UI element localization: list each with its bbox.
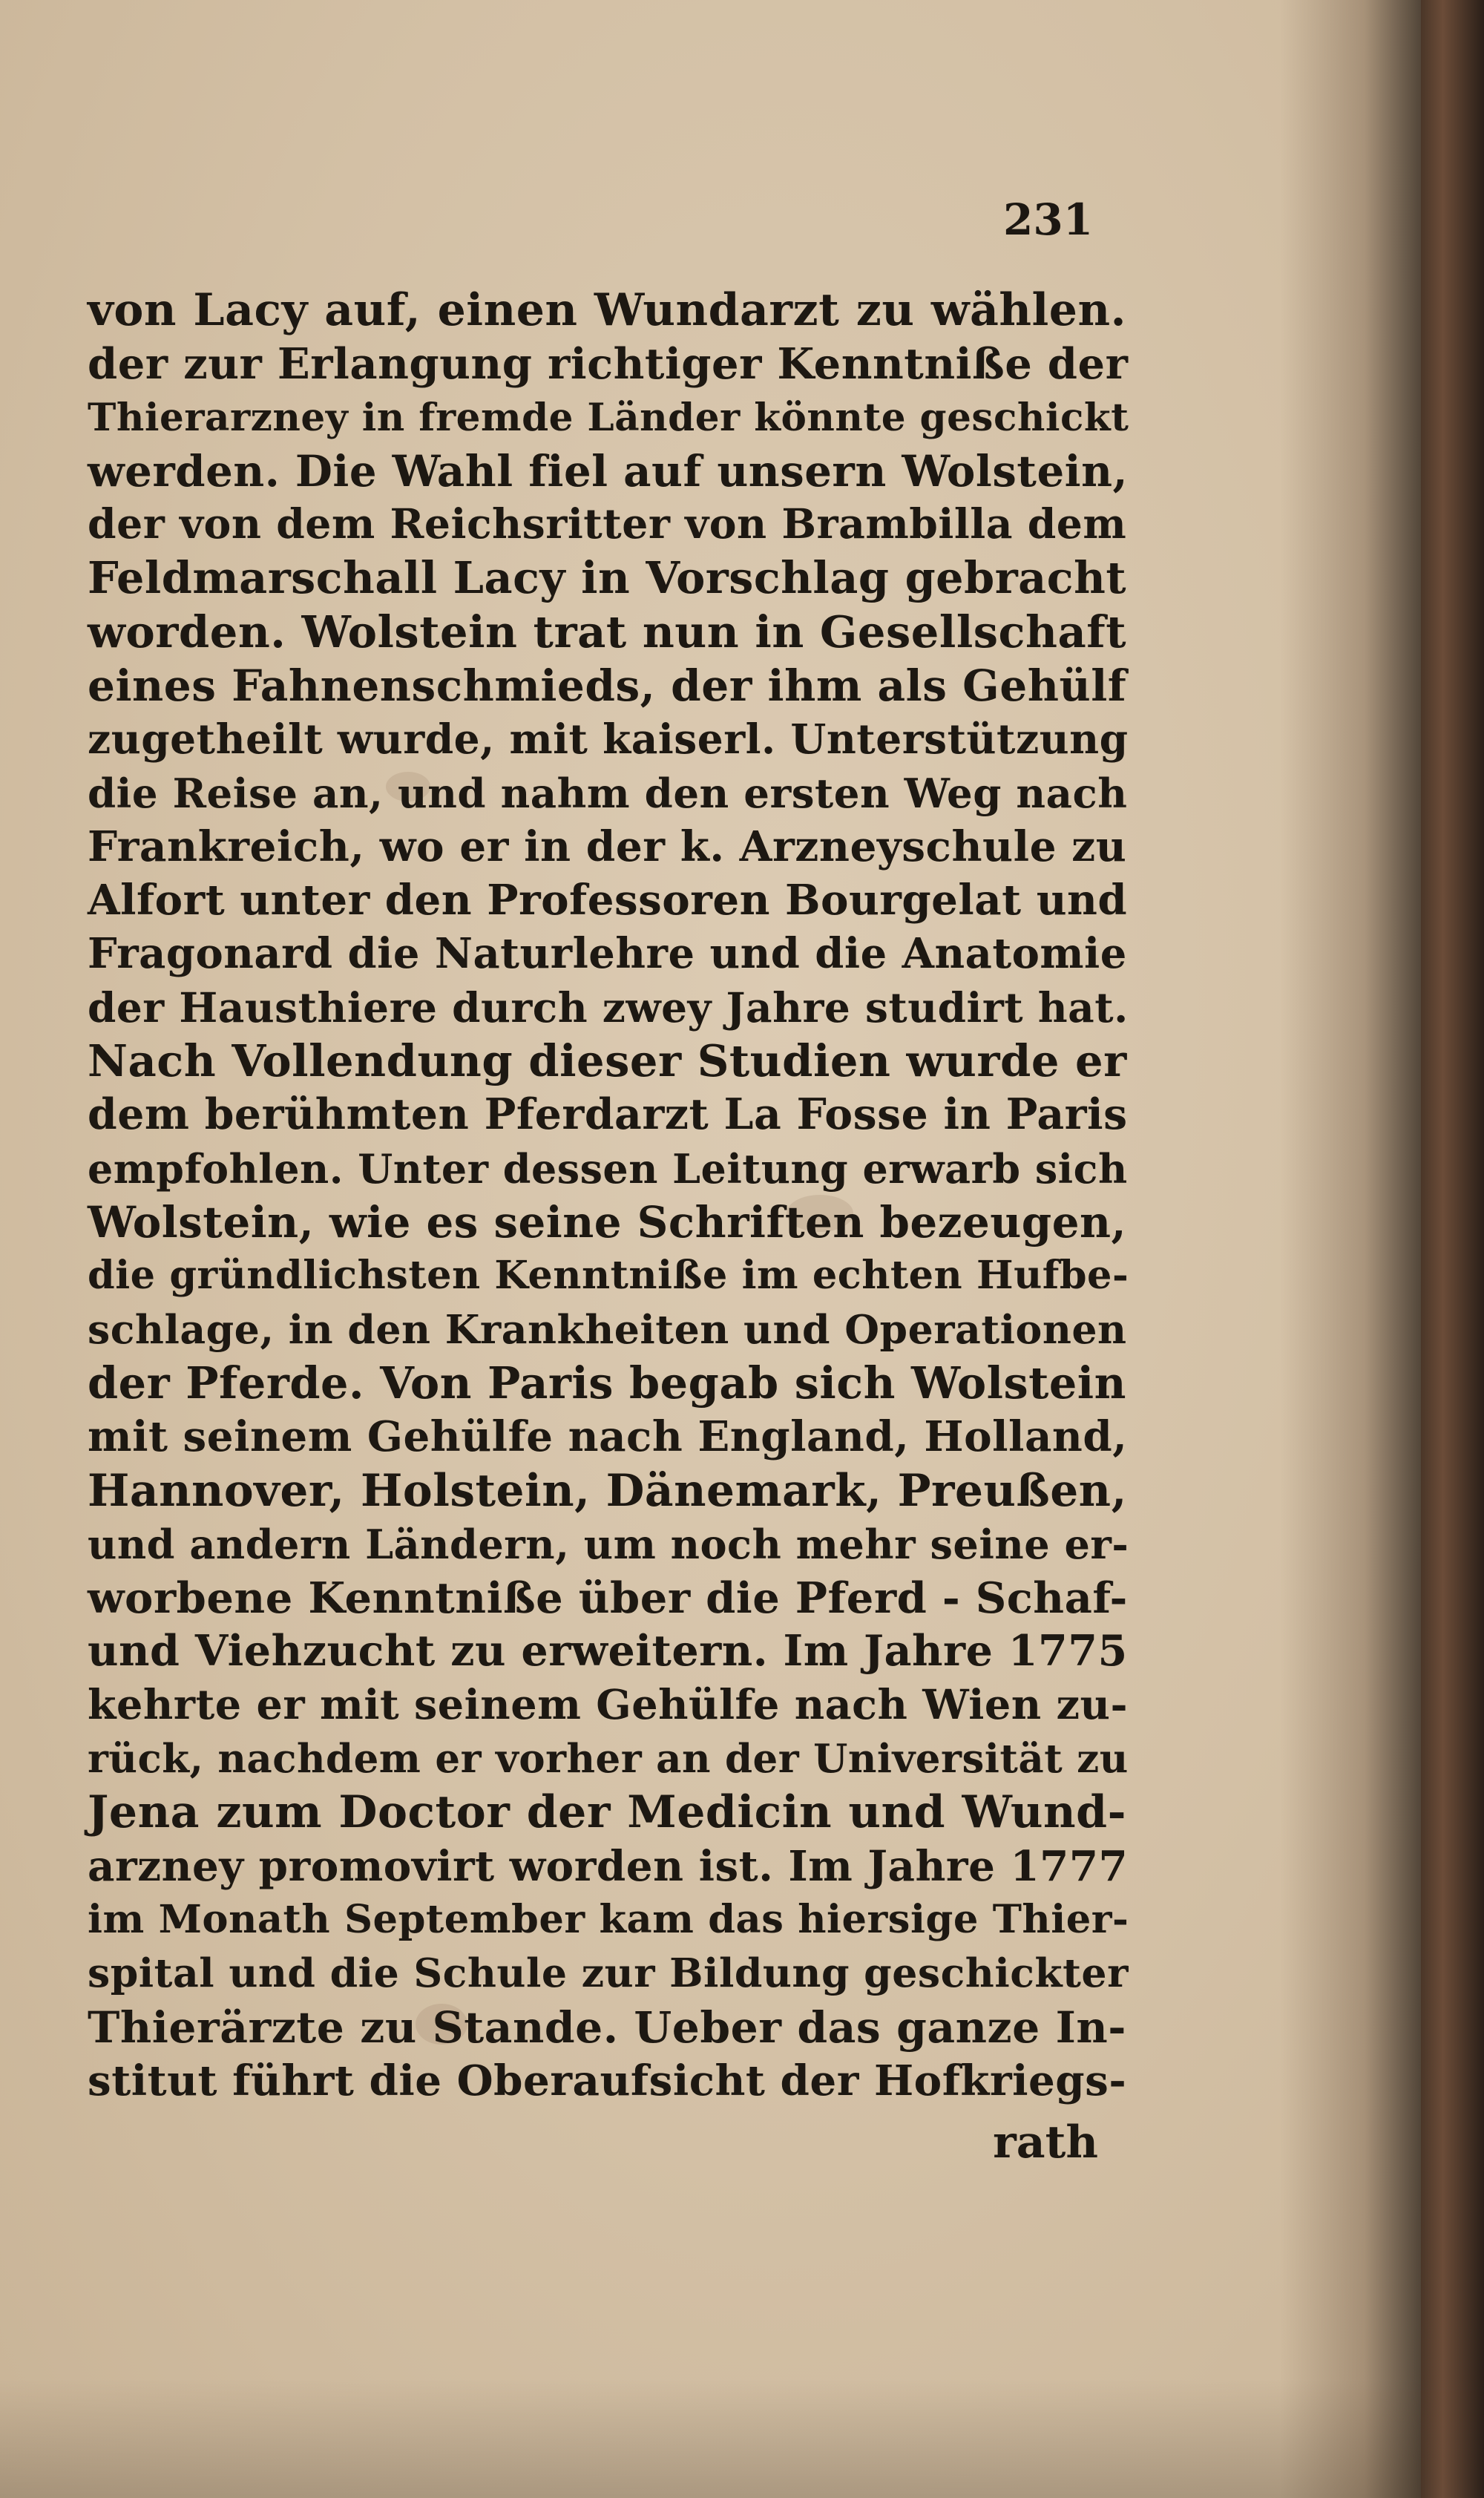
body-text (88, 283, 1129, 2108)
text-line: der von dem Reichsritter von Brambilla dem (88, 500, 1127, 549)
text-line: der Pferde. Von Paris begab sich Wolstein (88, 1357, 1126, 1409)
text-line: Thierarzney in fremde Länder könnte geschickt (88, 395, 1129, 440)
text-line: rück, nachdem er vorher an der Universität zu (88, 1736, 1129, 1783)
text-line: dem berühmten Pferdarzt La Fosse in Paris (88, 1090, 1128, 1140)
text-line: zugetheilt wurde, mit kaiserl. Unterstützung (88, 715, 1129, 764)
text-line: empfohlen. Unter dessen Leitung erwarb sich (88, 1144, 1128, 1193)
text-line: Jena zum Doctor der Medicin und Wund- (88, 1786, 1126, 1839)
text-line: spital und die Schule zur Bildung geschickter (88, 1950, 1129, 1997)
text-line: im Monath September kam das hiersige Thier- (88, 1896, 1129, 1942)
text-line: schlage, in den Krankheiten und Operationen (88, 1305, 1127, 1353)
text-line: Wolstein, wie es seine Schriften bezeugen, (88, 1197, 1127, 1248)
text-line: kehrte er mit seinem Gehülfe nach Wien zu- (88, 1680, 1129, 1729)
text-line: der Hausthiere durch zwey Jahre studirt hat. (88, 983, 1129, 1032)
text-line: Alfort unter den Professoren Bourgelat und (88, 876, 1128, 925)
binding-shadow (1280, 0, 1421, 2498)
text-line: worbene Kenntniße über die Pferd - Schaf- (88, 1573, 1128, 1624)
text-line: und Viehzucht zu erweitern. Im Jahre 1775 (88, 1626, 1128, 1676)
text-line: Feldmarschall Lacy in Vorschlag gebracht (88, 552, 1126, 604)
text-line: eines Fahnenschmieds, der ihm als Gehülf (88, 660, 1127, 712)
text-line: stitut führt die Oberaufsicht der Hofkriegs- (88, 2056, 1127, 2105)
page-number: 231 (1003, 194, 1094, 245)
catchword: rath (993, 2117, 1098, 2168)
text-line: Fragonard die Naturlehre und die Anatomie (88, 929, 1127, 978)
text-line: Frankreich, wo er in der k. Arzneyschule zu (88, 822, 1127, 871)
bottom-shadow (0, 2379, 1421, 2498)
text-line: die Reise an, und nahm den ersten Weg nach (88, 769, 1128, 817)
text-line: Nach Vollendung dieser Studien wurde er (88, 1035, 1127, 1087)
text-line: Thierärzte zu Stande. Ueber das ganze In- (88, 2001, 1126, 2053)
text-line: mit seinem Gehülfe nach England, Holland, (88, 1412, 1128, 1462)
text-line: von Lacy auf, einen Wundarzt zu wählen. (88, 284, 1126, 336)
text-line: worden. Wolstein trat nun in Gesellschaft (88, 606, 1126, 658)
text-line: werden. Die Wahl fiel auf unsern Wolstein, (88, 445, 1129, 496)
text-line: arzney promovirt worden ist. Im Jahre 1777 (88, 1841, 1129, 1891)
text-line: Hannover, Holstein, Dänemark, Preußen, (88, 1464, 1127, 1517)
text-line: der zur Erlangung richtiger Kenntniße der (88, 338, 1129, 390)
text-line: die gründlichsten Kenntniße im echten Hufbe- (88, 1253, 1129, 1299)
book-edge (1421, 0, 1484, 2498)
text-line: und andern Ländern, um noch mehr seine er- (88, 1520, 1129, 1568)
